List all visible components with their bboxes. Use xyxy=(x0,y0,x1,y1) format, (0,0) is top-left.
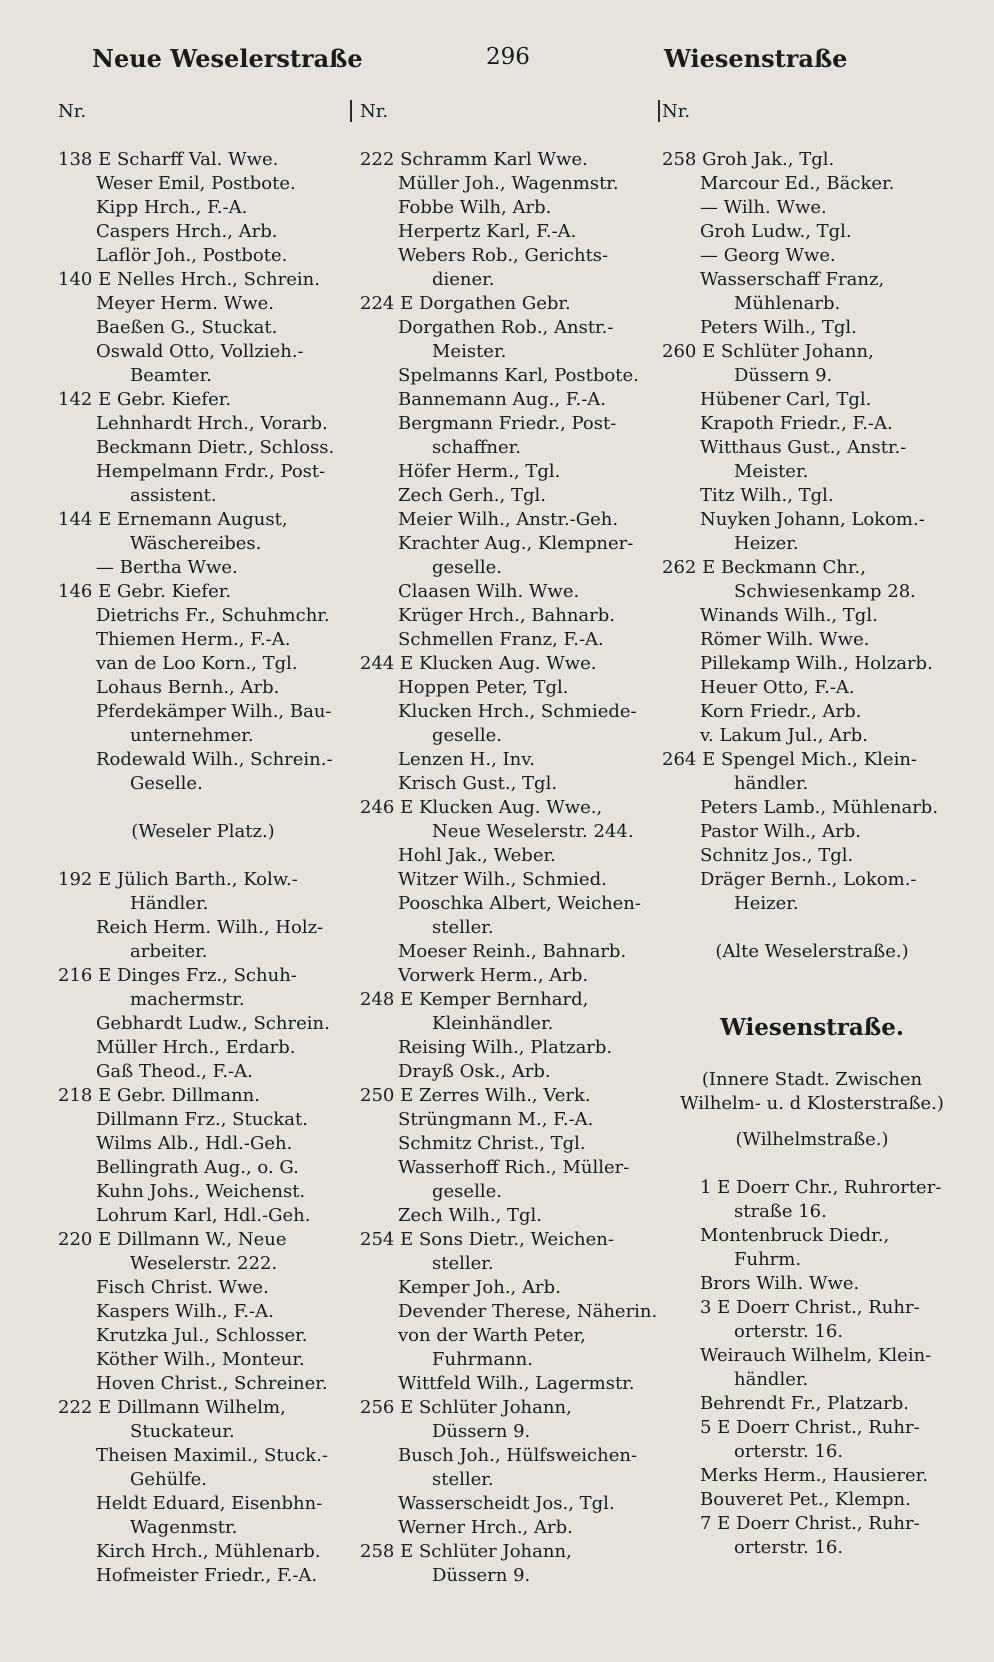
directory-entry: unternehmer. xyxy=(130,725,254,746)
directory-entry: Reising Wilh., Platzarb. xyxy=(398,1037,613,1058)
directory-entry: Dillmann Frz., Stuckat. xyxy=(96,1109,308,1130)
directory-entry: Lenzen H., Inv. xyxy=(398,749,535,770)
directory-entry: Caspers Hrch., Arb. xyxy=(96,221,278,242)
directory-entry: 264 E Spengel Mich., Klein- xyxy=(662,749,918,770)
directory-entry: Drayß Osk., Arb. xyxy=(398,1061,551,1082)
directory-entry: Spelmanns Karl, Postbote. xyxy=(398,365,639,386)
directory-entry: Groh Ludw., Tgl. xyxy=(700,221,852,242)
directory-entry: Titz Wilh., Tgl. xyxy=(700,485,834,506)
directory-entry: Kirch Hrch., Mühlenarb. xyxy=(96,1541,321,1562)
directory-entry: Herpertz Karl, F.-A. xyxy=(398,221,577,242)
directory-entry: Hempelmann Frdr., Post- xyxy=(96,461,326,482)
directory-entry: 5 E Doerr Christ., Ruhr- xyxy=(700,1417,920,1438)
directory-entry: Düssern 9. xyxy=(734,365,833,386)
directory-entry: Schmitz Christ., Tgl. xyxy=(398,1133,586,1154)
directory-entry: Korn Friedr., Arb. xyxy=(700,701,862,722)
column-rule xyxy=(350,100,352,122)
directory-entry: steller. xyxy=(432,917,494,938)
column-1 xyxy=(58,100,348,1588)
directory-entry: Römer Wilh. Wwe. xyxy=(700,629,870,650)
directory-entry: Zech Wilh., Tgl. xyxy=(398,1205,543,1226)
directory-entry: Bellingrath Aug., o. G. xyxy=(96,1157,299,1178)
directory-entry: Weselerstr. 222. xyxy=(130,1253,278,1274)
directory-entry: 7 E Doerr Christ., Ruhr- xyxy=(700,1513,920,1534)
directory-entry: Pooschka Albert, Weichen- xyxy=(398,893,641,914)
directory-entry: Bannemann Aug., F.-A. xyxy=(398,389,606,410)
directory-entry: Wagenmstr. xyxy=(130,1517,238,1538)
directory-entry: Düssern 9. xyxy=(432,1565,531,1586)
directory-entry: Bergmann Friedr., Post- xyxy=(398,413,617,434)
directory-entry: 220 E Dillmann W., Neue xyxy=(58,1229,287,1250)
directory-entry: Claasen Wilh. Wwe. xyxy=(398,581,580,602)
directory-entry: Heuer Otto, F.-A. xyxy=(700,677,855,698)
directory-entry: Lohrum Karl, Hdl.-Geh. xyxy=(96,1205,311,1226)
directory-entry: Kaspers Wilh., F.-A. xyxy=(96,1301,274,1322)
directory-entry: Höfer Herm., Tgl. xyxy=(398,461,561,482)
directory-entry: Heizer. xyxy=(734,533,799,554)
directory-entry: Beamter. xyxy=(130,365,212,386)
spacer xyxy=(662,1044,962,1068)
directory-entry: 146 E Gebr. Kiefer. xyxy=(58,581,232,602)
street-heading: Wiesenstraße. xyxy=(720,1014,904,1041)
directory-entry: Pillekamp Wilh., Holzarb. xyxy=(700,653,933,674)
spacer xyxy=(662,1152,962,1176)
directory-entry: Marcour Ed., Bäcker. xyxy=(700,173,895,194)
directory-entry: Pastor Wilh., Arb. xyxy=(700,821,861,842)
directory-entry: 216 E Dinges Frz., Schuh- xyxy=(58,965,297,986)
directory-entry: 142 E Gebr. Kiefer. xyxy=(58,389,232,410)
directory-entry: Lehnhardt Hrch., Vorarb. xyxy=(96,413,328,434)
section-note: Wilhelm- u. d Klosterstraße.) xyxy=(680,1093,944,1114)
running-head-left: Neue Weselerstraße xyxy=(92,44,363,73)
directory-entry: Nr. xyxy=(360,101,389,122)
directory-entry: Meister. xyxy=(432,341,507,362)
directory-entry: 258 Groh Jak., Tgl. xyxy=(662,149,835,170)
directory-entry: Dräger Bernh., Lokom.- xyxy=(700,869,917,890)
directory-entry: arbeiter. xyxy=(130,941,208,962)
directory-entry: Brors Wilh. Wwe. xyxy=(700,1273,860,1294)
directory-entry: Stuckateur. xyxy=(130,1421,235,1442)
directory-entry: 256 E Schlüter Johann, xyxy=(360,1397,572,1418)
directory-entry: 254 E Sons Dietr., Weichen- xyxy=(360,1229,614,1250)
directory-entry: 3 E Doerr Christ., Ruhr- xyxy=(700,1297,920,1318)
section-note: (Wilhelmstraße.) xyxy=(735,1129,889,1150)
spacer xyxy=(58,124,348,148)
directory-entry: geselle. xyxy=(432,725,502,746)
directory-entry: schaffner. xyxy=(432,437,522,458)
spacer xyxy=(662,988,962,1012)
directory-entry: Fisch Christ. Wwe. xyxy=(96,1277,269,1298)
directory-entry: Laflör Joh., Postbote. xyxy=(96,245,288,266)
directory-entry: Kipp Hrch., F.-A. xyxy=(96,197,248,218)
directory-entry: steller. xyxy=(432,1253,494,1274)
section-note: (Weseler Platz.) xyxy=(131,821,275,842)
directory-entry: von der Warth Peter, xyxy=(398,1325,586,1346)
directory-entry: Bouveret Pet., Klempn. xyxy=(700,1489,911,1510)
directory-entry: assistent. xyxy=(130,485,217,506)
directory-entry: Oswald Otto, Vollzieh.- xyxy=(96,341,304,362)
directory-entry: Meyer Herm. Wwe. xyxy=(96,293,274,314)
directory-entry: Müller Hrch., Erdarb. xyxy=(96,1037,296,1058)
directory-entry: Neue Weselerstr. 244. xyxy=(432,821,634,842)
directory-entry: orterstr. 16. xyxy=(734,1537,844,1558)
directory-entry: Dietrichs Fr., Schuhmchr. xyxy=(96,605,330,626)
directory-entry: 140 E Nelles Hrch., Schrein. xyxy=(58,269,320,290)
directory-entry: Moeser Reinh., Bahnarb. xyxy=(398,941,627,962)
directory-entry: Beckmann Dietr., Schloss. xyxy=(96,437,335,458)
directory-entry: Fuhrmann. xyxy=(432,1349,533,1370)
directory-entry: 218 E Gebr. Dillmann. xyxy=(58,1085,260,1106)
directory-entry: orterstr. 16. xyxy=(734,1321,844,1342)
directory-entry: — Wilh. Wwe. xyxy=(700,197,827,218)
spacer xyxy=(662,964,962,988)
directory-entry: Gaß Theod., F.-A. xyxy=(96,1061,253,1082)
directory-entry: Nuyken Johann, Lokom.- xyxy=(700,509,925,530)
directory-entry: Düssern 9. xyxy=(432,1421,531,1442)
directory-entry: Busch Joh., Hülfsweichen- xyxy=(398,1445,638,1466)
directory-entry: machermstr. xyxy=(130,989,245,1010)
directory-entry: van de Loo Korn., Tgl. xyxy=(96,653,298,674)
directory-entry: Witthaus Gust., Anstr.- xyxy=(700,437,907,458)
directory-entry: straße 16. xyxy=(734,1201,827,1222)
directory-entry: Nr. xyxy=(662,101,691,122)
directory-entry: Webers Rob., Gerichts- xyxy=(398,245,609,266)
directory-entry: Meister. xyxy=(734,461,809,482)
directory-entry: Devender Therese, Näherin. xyxy=(398,1301,658,1322)
directory-entry: Kemper Joh., Arb. xyxy=(398,1277,561,1298)
directory-entry: Klucken Hrch., Schmiede- xyxy=(398,701,637,722)
directory-entry: 222 Schramm Karl Wwe. xyxy=(360,149,588,170)
directory-entry: Werner Hrch., Arb. xyxy=(398,1517,573,1538)
directory-entry: Hoven Christ., Schreiner. xyxy=(96,1373,328,1394)
directory-entry: Vorwerk Herm., Arb. xyxy=(398,965,589,986)
directory-entry: 144 E Ernemann August, xyxy=(58,509,288,530)
directory-entry: Fobbe Wilh, Arb. xyxy=(398,197,552,218)
section-note: (Innere Stadt. Zwischen xyxy=(701,1069,923,1090)
directory-entry: Nr. xyxy=(58,101,87,122)
directory-entry: Geselle. xyxy=(130,773,203,794)
directory-entry: Theisen Maximil., Stuck.- xyxy=(96,1445,328,1466)
directory-entry: Schmellen Franz, F.-A. xyxy=(398,629,604,650)
directory-entry: Kleinhändler. xyxy=(432,1013,554,1034)
spacer xyxy=(58,844,348,868)
spacer xyxy=(662,124,962,148)
directory-entry: 244 E Klucken Aug. Wwe. xyxy=(360,653,597,674)
directory-entry: Fuhrm. xyxy=(734,1249,802,1270)
directory-entry: Wittfeld Wilh., Lagermstr. xyxy=(398,1373,635,1394)
directory-entry: Wasserscheidt Jos., Tgl. xyxy=(398,1493,615,1514)
directory-entry: — Georg Wwe. xyxy=(700,245,836,266)
directory-entry: 260 E Schlüter Johann, xyxy=(662,341,874,362)
directory-entry: Winands Wilh., Tgl. xyxy=(700,605,878,626)
directory-entry: Merks Herm., Hausierer. xyxy=(700,1465,929,1486)
directory-entry: Zech Gerh., Tgl. xyxy=(398,485,546,506)
column-2 xyxy=(360,100,660,1588)
directory-entry: Wasserhoff Rich., Müller- xyxy=(398,1157,630,1178)
directory-entry: Hoppen Peter, Tgl. xyxy=(398,677,569,698)
spacer xyxy=(58,796,348,820)
directory-entry: Heizer. xyxy=(734,893,799,914)
column-3 xyxy=(662,100,962,1560)
directory-entry: orterstr. 16. xyxy=(734,1441,844,1462)
spacer xyxy=(662,916,962,940)
directory-entry: geselle. xyxy=(432,1181,502,1202)
directory-entry: Weser Emil, Postbote. xyxy=(96,173,296,194)
directory-entry: Dorgathen Rob., Anstr.- xyxy=(398,317,614,338)
directory-entry: Weirauch Wilhelm, Klein- xyxy=(700,1345,932,1366)
directory-entry: Heldt Eduard, Eisenbhn- xyxy=(96,1493,323,1514)
directory-entry: 262 E Beckmann Chr., xyxy=(662,557,866,578)
directory-entry: Hübener Carl, Tgl. xyxy=(700,389,872,410)
directory-entry: Kuhn Johs., Weichenst. xyxy=(96,1181,306,1202)
directory-entry: 248 E Kemper Bernhard, xyxy=(360,989,589,1010)
directory-entry: 224 E Dorgathen Gebr. xyxy=(360,293,571,314)
directory-entry: 250 E Zerres Wilh., Verk. xyxy=(360,1085,591,1106)
directory-entry: Peters Lamb., Mühlenarb. xyxy=(700,797,939,818)
directory-entry: Schnitz Jos., Tgl. xyxy=(700,845,854,866)
directory-entry: Wäschereibes. xyxy=(130,533,262,554)
directory-entry: Krapoth Friedr., F.-A. xyxy=(700,413,893,434)
directory-entry: Wasserschaff Franz, xyxy=(700,269,885,290)
directory-entry: 246 E Klucken Aug. Wwe., xyxy=(360,797,603,818)
page-number: 296 xyxy=(486,44,530,70)
running-head-right: Wiesenstraße xyxy=(664,44,848,73)
directory-entry: Wilms Alb., Hdl.-Geh. xyxy=(96,1133,293,1154)
directory-entry: Witzer Wilh., Schmied. xyxy=(398,869,607,890)
directory-entry: Behrendt Fr., Platzarb. xyxy=(700,1393,909,1414)
directory-entry: geselle. xyxy=(432,557,502,578)
spacer xyxy=(360,124,660,148)
directory-entry: diener. xyxy=(432,269,495,290)
directory-entry: Krachter Aug., Klempner- xyxy=(398,533,634,554)
directory-entry: Rodewald Wilh., Schrein.- xyxy=(96,749,333,770)
directory-entry: Hohl Jak., Weber. xyxy=(398,845,556,866)
directory-entry: Mühlenarb. xyxy=(734,293,841,314)
directory-entry: 222 E Dillmann Wilhelm, xyxy=(58,1397,286,1418)
directory-entry: Krüger Hrch., Bahnarb. xyxy=(398,605,616,626)
directory-entry: Gehülfe. xyxy=(130,1469,208,1490)
directory-entry: — Bertha Wwe. xyxy=(96,557,238,578)
directory-entry: Pferdekämper Wilh., Bau- xyxy=(96,701,332,722)
directory-entry: Peters Wilh., Tgl. xyxy=(700,317,857,338)
directory-entry: händler. xyxy=(734,773,809,794)
directory-entry: Händler. xyxy=(130,893,209,914)
directory-entry: Köther Wilh., Monteur. xyxy=(96,1349,305,1370)
directory-entry: Strüngmann M., F.-A. xyxy=(398,1109,594,1130)
directory-entry: Krisch Gust., Tgl. xyxy=(398,773,558,794)
directory-entry: 258 E Schlüter Johann, xyxy=(360,1541,572,1562)
directory-entry: 192 E Jülich Barth., Kolw.- xyxy=(58,869,298,890)
directory-entry: Hofmeister Friedr., F.-A. xyxy=(96,1565,318,1586)
section-note: (Alte Weselerstraße.) xyxy=(715,941,909,962)
directory-entry: v. Lakum Jul., Arb. xyxy=(700,725,869,746)
directory-entry: Thiemen Herm., F.-A. xyxy=(96,629,291,650)
directory-entry: Krutzka Jul., Schlosser. xyxy=(96,1325,308,1346)
directory-entry: Müller Joh., Wagenmstr. xyxy=(398,173,619,194)
directory-entry: Reich Herm. Wilh., Holz- xyxy=(96,917,324,938)
directory-entry: Gebhardt Ludw., Schrein. xyxy=(96,1013,330,1034)
directory-entry: Meier Wilh., Anstr.-Geh. xyxy=(398,509,619,530)
directory-entry: 138 E Scharff Val. Wwe. xyxy=(58,149,279,170)
directory-entry: händler. xyxy=(734,1369,809,1390)
directory-entry: Schwiesenkamp 28. xyxy=(734,581,916,602)
spacer xyxy=(662,1116,962,1128)
directory-entry: Baeßen G., Stuckat. xyxy=(96,317,278,338)
directory-entry: Lohaus Bernh., Arb. xyxy=(96,677,280,698)
directory-entry: Montenbruck Diedr., xyxy=(700,1225,890,1246)
directory-entry: steller. xyxy=(432,1469,494,1490)
directory-entry: 1 E Doerr Chr., Ruhrorter- xyxy=(700,1177,942,1198)
